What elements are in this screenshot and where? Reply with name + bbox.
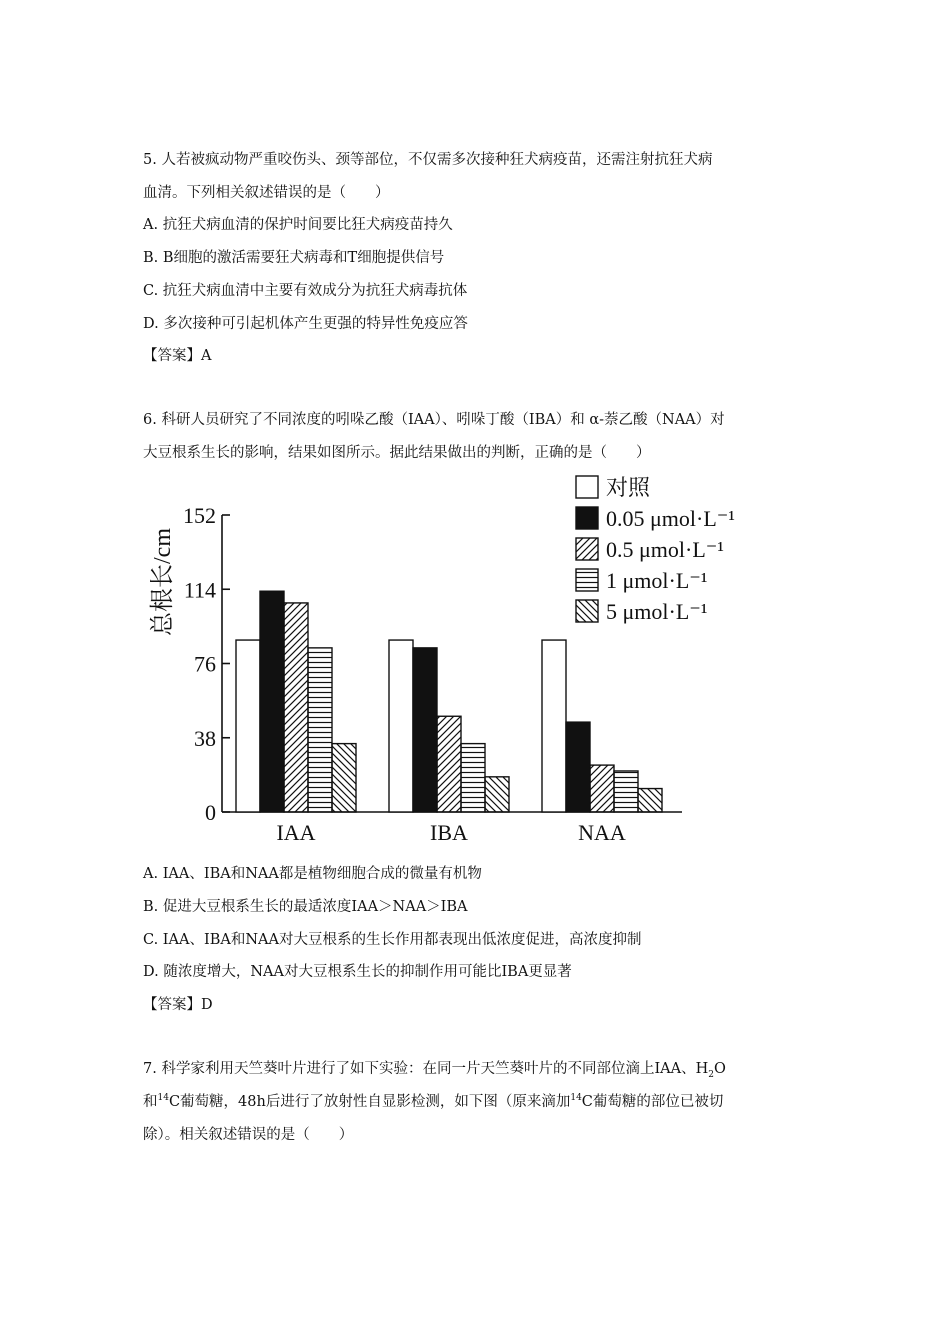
q6-answer: 【答案】D <box>143 997 213 1013</box>
y-tick-label: 38 <box>194 725 216 751</box>
bar-iba-series-1 <box>413 648 437 812</box>
legend-label: 5 μmol·L⁻¹ <box>606 599 708 624</box>
root-length-bar-chart <box>140 470 760 850</box>
q5-option-b: B. B细胞的激活需要狂犬病毒和T细胞提供信号 <box>143 250 445 266</box>
bar-iba-series-3 <box>461 744 485 812</box>
bar-naa-series-4 <box>638 789 662 812</box>
bar-iaa-series-4 <box>332 744 356 812</box>
x-category-label: IAA <box>276 820 316 845</box>
q7-line2-text-end: C葡萄糖的部位已被切 <box>581 1094 724 1110</box>
legend-label: 0.5 μmol·L⁻¹ <box>606 537 724 562</box>
bar-naa-series-0 <box>542 640 566 812</box>
y-axis-label: 总根长/cm <box>150 528 176 636</box>
chart-bars <box>236 591 662 845</box>
legend-label: 0.05 μmol·L⁻¹ <box>606 506 735 531</box>
q6-option-c: C. IAA、IBA和NAA对大豆根系的生长作用都表现出低浓度促进，高浓度抑制 <box>143 932 642 948</box>
bar-iba-series-0 <box>389 640 413 812</box>
q7-line1-text: 7. 科学家利用天竺葵叶片进行了如下实验：在同一片天竺葵叶片的不同部位滴上IAA、H <box>143 1061 709 1077</box>
q7-stem-line1 <box>143 1059 726 1079</box>
y-tick-label: 76 <box>194 651 216 677</box>
q7-line2-superscript: 14 <box>157 1093 169 1104</box>
legend-label: 1 μmol·L⁻¹ <box>606 568 708 593</box>
bar-naa-series-1 <box>566 722 590 812</box>
q5-option-c: C. 抗狂犬病血清中主要有效成分为抗狂犬病毒抗体 <box>143 283 468 299</box>
y-tick-label: 114 <box>183 577 216 603</box>
q7-line2-text-mid: C葡萄糖，48h后进行了放射性自显影检测，如下图（原来滴加 <box>168 1094 571 1110</box>
q7-line1-subscript: 2 <box>708 1069 714 1080</box>
q7-line2-superscript2: 14 <box>570 1093 582 1104</box>
legend-swatch <box>576 538 598 560</box>
bar-iaa-series-2 <box>284 603 308 812</box>
legend-swatch <box>576 476 598 498</box>
legend-swatch <box>576 507 598 529</box>
q7-line2-text: 和 <box>143 1094 158 1110</box>
legend-swatch <box>576 600 598 622</box>
bar-iaa-series-3 <box>308 648 332 812</box>
bar-iba-series-4 <box>485 777 509 812</box>
y-tick-label: 152 <box>183 503 216 528</box>
q6-stem-line1: 6. 科研人员研究了不同浓度的吲哚乙酸（IAA）、吲哚丁酸（IBA）和 α-萘乙酸（NAA）对 <box>143 412 725 428</box>
q6-stem-line2: 大豆根系生长的影响，结果如图所示。据此结果做出的判断，正确的是（ ） <box>143 445 651 461</box>
x-category-label: NAA <box>578 820 626 845</box>
bar-iaa-series-0 <box>236 640 260 812</box>
q6-option-b: B. 促进大豆根系生长的最适浓度IAA＞NAA＞IBA <box>143 899 468 915</box>
q5-option-a: A. 抗狂犬病血清的保护时间要比狂犬病疫苗持久 <box>143 217 453 233</box>
q7-line1-text-end: O <box>714 1061 726 1077</box>
q7-stem-line3: 除）。相关叙述错误的是（ ） <box>143 1127 354 1143</box>
y-tick-label: 0 <box>205 800 216 825</box>
bar-naa-series-2 <box>590 765 614 812</box>
legend-label: 对照 <box>606 475 651 500</box>
q7-stem-line2 <box>143 1092 723 1112</box>
bar-iba-series-2 <box>437 716 461 812</box>
q5-stem-line1: 5. 人若被疯动物严重咬伤头、颈等部位，不仅需多次接种狂犬病疫苗，还需注射抗狂犬病 <box>143 152 713 168</box>
q5-answer: 【答案】A <box>143 348 212 364</box>
q5-stem-line2: 血清。下列相关叙述错误的是（ ） <box>143 185 390 201</box>
q6-option-a: A. IAA、IBA和NAA都是植物细胞合成的微量有机物 <box>143 866 482 882</box>
bar-iaa-series-1 <box>260 591 284 812</box>
bar-naa-series-3 <box>614 771 638 812</box>
q5-option-d: D. 多次接种可引起机体产生更强的特异性免疫应答 <box>143 316 468 332</box>
chart-legend <box>576 475 735 624</box>
x-category-label: IBA <box>430 820 468 845</box>
legend-swatch <box>576 569 598 591</box>
q6-option-d: D. 随浓度增大，NAA对大豆根系生长的抑制作用可能比IBA更显著 <box>143 964 572 980</box>
